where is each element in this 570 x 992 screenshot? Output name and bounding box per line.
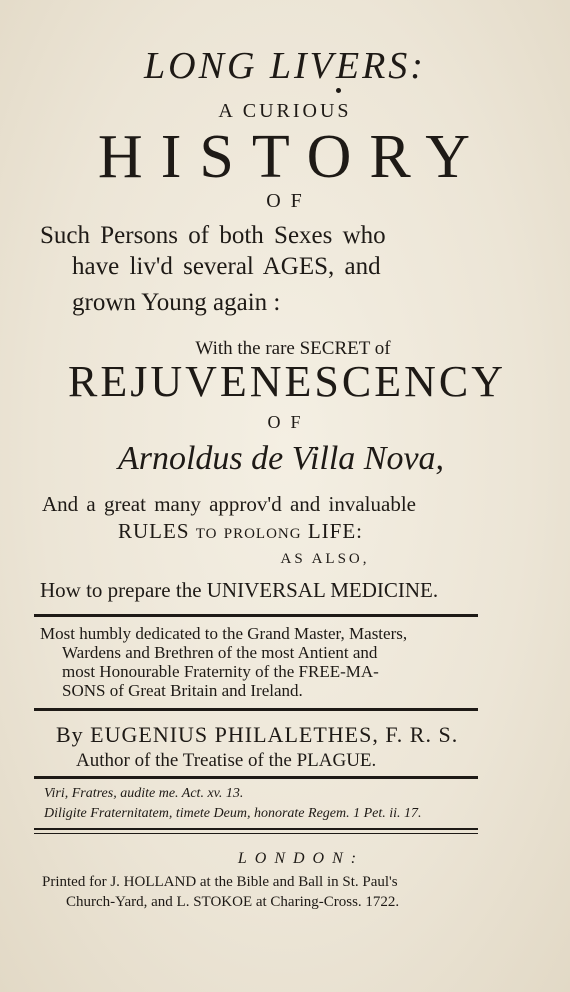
rare-secret-line: With the rare SECRET of <box>195 338 391 359</box>
subtitle-curious: A CURIOUS <box>218 100 352 122</box>
author-line: By EUGENIUS PHILALETHES, F. R. S. <box>56 722 459 747</box>
main-title: LONG LIVERS: <box>144 45 426 87</box>
rule-divider-4-thin <box>34 833 478 834</box>
arnoldus-line: Arnoldus de Villa Nova, <box>117 440 445 477</box>
rules-line: RULES to prolong LIFE: <box>118 519 363 543</box>
rule-divider-3 <box>34 776 478 779</box>
motto-line-1: Viri, Fratres, audite me. Act. xv. 13. <box>44 786 244 801</box>
rule-divider-2 <box>34 708 478 711</box>
motto-line-2: Diligite Fraternitatem, timete Deum, honorate Regem. 1 Pet. ii. 17. <box>44 806 422 821</box>
of-line-2: OF <box>267 412 311 432</box>
history-heading: HISTORY <box>97 123 489 191</box>
universal-medicine-line: How to prepare the UNIVERSAL MEDICINE. <box>40 578 439 602</box>
rejuvenescency-heading: REJUVENESCENCY <box>67 357 507 406</box>
dedication-line-1: Most humbly dedicated to the Grand Master, Masters, <box>40 624 408 643</box>
as-also-line: AS ALSO, <box>280 551 370 567</box>
dedication-line-4: SONS of Great Britain and Ireland. <box>62 681 303 700</box>
great-many-line: And a great many approv'd and invaluable <box>42 492 416 516</box>
imprint-city: LONDON: <box>237 850 365 867</box>
imprint-line-2: Church-Yard, and L. STOKOE at Charing-Cross. 1722. <box>66 894 400 910</box>
imprint-line-1: Printed for J. HOLLAND at the Bible and Ball in St. Paul's <box>42 874 398 890</box>
rule-divider-4 <box>34 828 478 830</box>
dedication-line-3: most Honourable Fraternity of the FREE-MA- <box>62 662 379 681</box>
ink-dot <box>336 88 341 93</box>
author-credit-line: Author of the Treatise of the PLAGUE. <box>76 750 377 771</box>
of-line-1: OF <box>266 190 312 212</box>
have-lived-line: have liv'd several AGES, and <box>72 253 381 280</box>
grown-young-line: grown Young again : <box>72 289 281 316</box>
rule-divider-1 <box>34 614 478 617</box>
dedication-line-2: Wardens and Brethren of the most Antient and <box>62 643 378 662</box>
such-persons-line: Such Persons of both Sexes who <box>40 222 386 249</box>
